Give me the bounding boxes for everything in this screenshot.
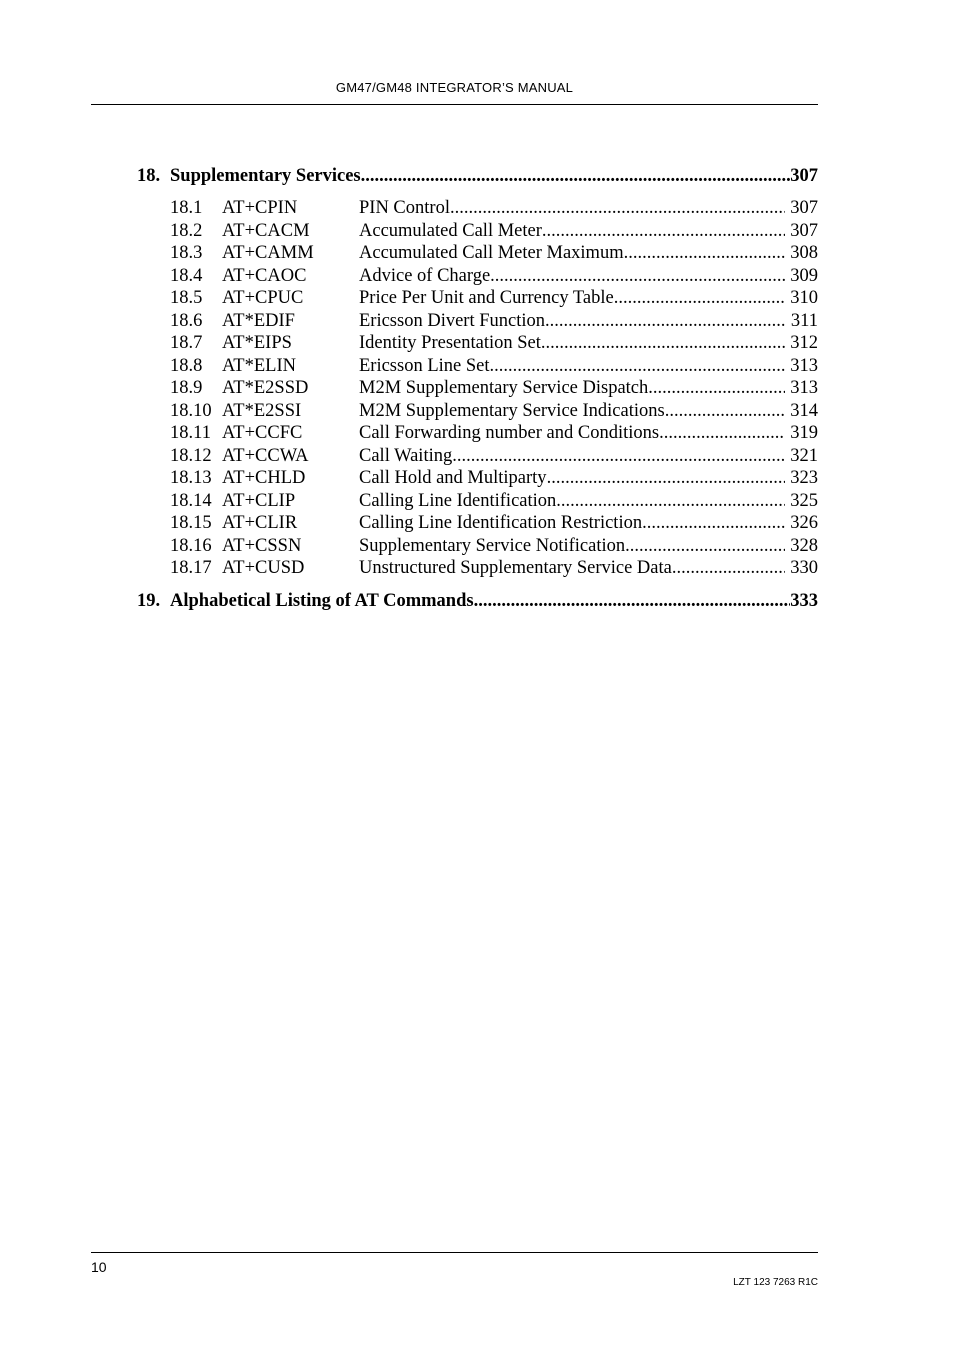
dot-leader	[542, 221, 785, 242]
table-of-contents	[137, 166, 818, 617]
dot-leader	[541, 333, 785, 354]
entry-page: 321	[790, 445, 818, 466]
entry-command: AT+CPUC	[222, 288, 304, 308]
entry-command: AT+CCWA	[222, 445, 309, 466]
dot-leader	[556, 491, 785, 512]
entry-page: 307	[790, 198, 818, 218]
dot-leader	[642, 513, 785, 534]
toc-entry[interactable]	[137, 513, 818, 536]
chapter-page: 307	[790, 166, 818, 186]
entry-title: Unstructured Supplementary Service Data	[359, 558, 672, 578]
toc-entry[interactable]	[137, 378, 818, 401]
entry-page: 314	[790, 400, 818, 421]
document-code: LZT 123 7263 R1C	[733, 1277, 818, 1288]
entry-command: AT+CLIP	[222, 490, 296, 511]
entry-number: 18.5	[170, 288, 203, 308]
entry-page: 328	[790, 535, 818, 556]
entry-command: AT+CUSD	[222, 558, 305, 578]
toc-entry[interactable]	[137, 401, 818, 424]
entry-command: AT+CAOC	[222, 265, 307, 286]
toc-entry[interactable]	[137, 288, 818, 311]
entry-title: Accumulated Call Meter Maximum	[359, 243, 624, 263]
footer-rule	[91, 1252, 818, 1253]
entry-page: 326	[790, 513, 818, 533]
entry-page: 308	[790, 243, 818, 263]
entry-command: AT+CPIN	[222, 198, 298, 218]
entry-page: 325	[790, 490, 818, 511]
entry-page: 330	[790, 558, 818, 578]
entry-page: 313	[790, 378, 818, 398]
entry-command: AT*EDIF	[222, 310, 295, 331]
entry-command: AT*ELIN	[222, 355, 296, 376]
entry-page: 312	[790, 333, 818, 353]
chapter-number: 18.	[137, 166, 161, 186]
entry-number: 18.12	[170, 445, 212, 466]
dot-leader	[624, 243, 786, 264]
dot-leader	[614, 288, 786, 309]
entry-number: 18.16	[170, 535, 212, 556]
entry-number: 18.4	[170, 265, 203, 286]
toc-entry[interactable]	[137, 423, 818, 446]
entry-page: 310	[790, 288, 818, 308]
entry-command: AT*E2SSD	[222, 378, 309, 398]
entry-title: M2M Supplementary Service Indications	[359, 400, 665, 421]
entry-number: 18.9	[170, 378, 203, 398]
entry-number: 18.13	[170, 468, 212, 488]
page-number: 10	[91, 1259, 107, 1275]
entry-title: M2M Supplementary Service Dispatch	[359, 378, 649, 398]
entry-number: 18.7	[170, 333, 203, 353]
chapter-title: Alphabetical Listing of AT Commands	[170, 590, 474, 611]
toc-entries-18	[137, 198, 818, 581]
entry-title: Accumulated Call Meter	[359, 220, 542, 241]
entry-title: Calling Line Identification	[359, 490, 557, 511]
entry-number: 18.3	[170, 243, 203, 263]
dot-leader	[474, 591, 791, 612]
entry-command: AT+CSSN	[222, 535, 302, 556]
dot-leader	[490, 356, 786, 377]
dot-leader	[545, 311, 786, 332]
toc-entry[interactable]	[137, 221, 818, 244]
entry-command: AT+CLIR	[222, 513, 298, 533]
entry-title: Supplementary Service Notification	[359, 535, 626, 556]
toc-chapter-18[interactable]	[137, 166, 818, 192]
toc-chapter-19[interactable]	[137, 591, 818, 617]
entry-title: PIN Control	[359, 198, 450, 218]
entry-page: 311	[790, 310, 818, 331]
entry-page: 313	[790, 355, 818, 376]
entry-command: AT+CCFC	[222, 423, 303, 443]
dot-leader	[490, 266, 785, 287]
entry-title: Call Forwarding number and Conditions	[359, 423, 660, 443]
dot-leader	[452, 446, 785, 467]
entry-number: 18.1	[170, 198, 203, 218]
dot-leader	[648, 378, 785, 399]
entry-page: 323	[790, 468, 818, 488]
entry-command: AT+CHLD	[222, 468, 306, 488]
running-header: GM47/GM48 INTEGRATOR’S MANUAL	[335, 80, 574, 95]
dot-leader	[450, 198, 785, 219]
entry-number: 18.17	[170, 558, 212, 578]
entry-page: 307	[790, 220, 818, 241]
toc-entry[interactable]	[137, 356, 818, 379]
toc-entry[interactable]	[137, 491, 818, 514]
toc-entry[interactable]	[137, 558, 818, 581]
entry-title: Advice of Charge	[359, 265, 491, 286]
entry-title: Call Waiting	[359, 445, 453, 466]
entry-command: AT+CAMM	[222, 243, 314, 263]
entry-command: AT*EIPS	[222, 333, 292, 353]
toc-entry[interactable]	[137, 198, 818, 221]
toc-entry[interactable]	[137, 333, 818, 356]
toc-entry[interactable]	[137, 311, 818, 334]
dot-leader	[547, 468, 786, 489]
toc-entry[interactable]	[137, 536, 818, 559]
chapter-title: Supplementary Services	[170, 166, 361, 186]
entry-title: Ericsson Line Set	[359, 355, 490, 376]
toc-entry[interactable]	[137, 266, 818, 289]
dot-leader	[665, 401, 786, 422]
entry-number: 18.6	[170, 310, 203, 331]
entry-title: Ericsson Divert Function	[359, 310, 546, 331]
header-rule	[91, 104, 818, 105]
entry-title: Calling Line Identification Restriction	[359, 513, 643, 533]
entry-number: 18.8	[170, 355, 203, 376]
entry-title: Price Per Unit and Currency Table	[359, 288, 614, 308]
entry-title: Call Hold and Multiparty	[359, 468, 547, 488]
entry-command: AT+CACM	[222, 220, 310, 241]
entry-command: AT*E2SSI	[222, 400, 302, 421]
entry-number: 18.2	[170, 220, 203, 241]
dot-leader	[659, 423, 785, 444]
entry-page: 319	[790, 423, 818, 443]
toc-entry[interactable]	[137, 446, 818, 469]
chapter-page: 333	[790, 590, 818, 611]
entry-page: 309	[790, 265, 818, 286]
entry-number: 18.10	[170, 400, 212, 421]
entry-number: 18.15	[170, 513, 212, 533]
toc-entry[interactable]	[137, 468, 818, 491]
dot-leader	[625, 536, 785, 557]
entry-title: Identity Presentation Set	[359, 333, 541, 353]
entry-number: 18.14	[170, 490, 212, 511]
chapter-number: 19.	[137, 590, 161, 611]
dot-leader	[672, 558, 785, 579]
toc-entry[interactable]	[137, 243, 818, 266]
dot-leader	[361, 166, 791, 187]
entry-number: 18.11	[170, 423, 211, 443]
